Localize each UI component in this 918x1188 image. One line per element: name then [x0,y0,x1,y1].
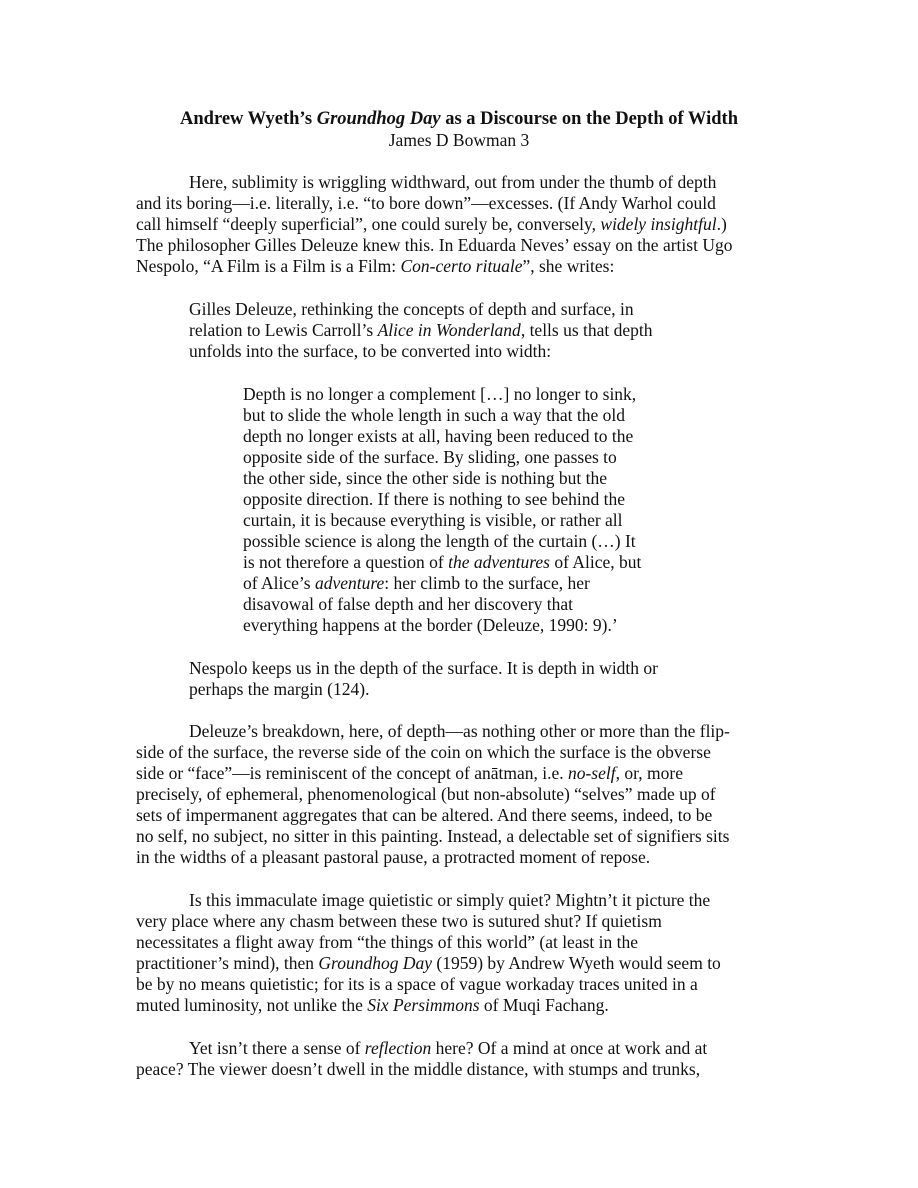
text-line: Nespolo, “A Film is a Film is a Film: Con-certo rituale”, she writes: [136,256,615,276]
text-line: in the widths of a pleasant pastoral pause, a protracted moment of repose. [136,847,651,867]
text-line: but to slide the whole length in such a way that the old [243,405,626,425]
document-title: Andrew Wyeth’s Groundhog Day as a Discourse on the Depth of Width [180,109,738,129]
text-line: practitioner’s mind), then Groundhog Day (1959) by Andrew Wyeth would seem to [136,953,721,973]
text-line: Nespolo keeps us in the depth of the surface. It is depth in width or [189,658,658,678]
text-line: Yet isn’t there a sense of reflection here? Of a mind at once at work and at [189,1038,708,1058]
text-line: Deleuze’s breakdown, here, of depth—as nothing other or more than the flip- [189,721,730,741]
text-line: is not therefore a question of the adventures of Alice, but [243,552,642,572]
text-line: muted luminosity, not unlike the Six Persimmons of Muqi Fachang. [136,995,609,1015]
text-line: precisely, of ephemeral, phenomenological (but non-absolute) “selves” made up of [136,784,716,804]
text-line: of Alice’s adventure: her climb to the surface, her [243,573,590,593]
text-line: everything happens at the border (Deleuze, 1990: 9).’ [243,615,618,635]
text-line: side of the surface, the reverse side of the coin on which the surface is the obverse [136,742,711,762]
text-line: Gilles Deleuze, rethinking the concepts of depth and surface, in [189,299,634,319]
text-line: disavowal of false depth and her discovery that [243,594,573,614]
text-line: possible science is along the length of the curtain (…) It [243,531,636,551]
text-line: perhaps the margin (124). [189,679,370,699]
text-line: very place where any chasm between these two is sutured shut? If quietism [136,911,662,931]
text-line: opposite direction. If there is nothing to see behind the [243,489,625,509]
text-line: unfolds into the surface, to be converted into width: [189,341,552,361]
text-line: and its boring—i.e. literally, i.e. “to bore down”—excesses. (If Andy Warhol could [136,193,716,213]
text-line: necessitates a flight away from “the things of this world” (at least in the [136,932,639,952]
text-line: no self, no subject, no sitter in this painting. Instead, a delectable set of signifiers sits [136,826,730,846]
text-line: depth no longer exists at all, having been reduced to the [243,426,634,446]
text-line: Depth is no longer a complement […] no longer to sink, [243,384,637,404]
text-line: be by no means quietistic; for its is a space of vague workaday traces united in a [136,974,698,994]
text-line: side or “face”—is reminiscent of the concept of anātman, i.e. no-self, or, more [136,763,683,783]
text-line: peace? The viewer doesn’t dwell in the middle distance, with stumps and trunks, [136,1059,701,1079]
text-line: sets of impermanent aggregates that can be altered. And there seems, indeed, to be [136,805,713,825]
text-line: opposite side of the surface. By sliding, one passes to [243,447,617,467]
text-line: Here, sublimity is wriggling widthward, out from under the thumb of depth [189,172,717,192]
text-line: relation to Lewis Carroll’s Alice in Wonderland, tells us that depth [189,320,653,340]
text-line: Is this immaculate image quietistic or simply quiet? Mightn’t it picture the [189,890,711,910]
text-line: The philosopher Gilles Deleuze knew this. In Eduarda Neves’ essay on the artist Ugo [136,235,733,255]
document-author: James D Bowman 3 [388,130,530,150]
text-line: the other side, since the other side is nothing but the [243,468,608,488]
text-line: curtain, it is because everything is visible, or rather all [243,510,623,530]
text-line: call himself “deeply superficial”, one could surely be, conversely, widely insightful.) [136,214,727,234]
